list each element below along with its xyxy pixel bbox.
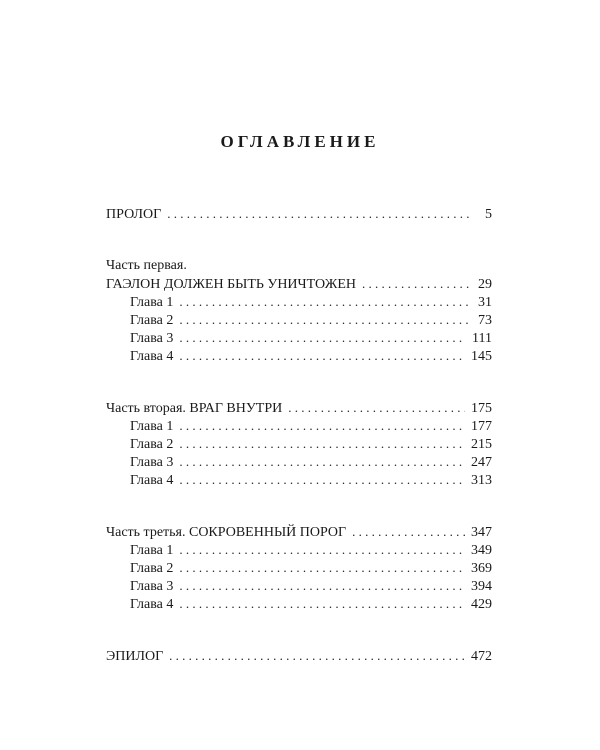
entry-label: Глава 3: [130, 455, 174, 470]
dot-leader: [179, 292, 472, 312]
toc-entry-chapter: [130, 540, 492, 560]
entry-label: Глава 2: [130, 437, 174, 452]
entry-page: 31: [478, 295, 492, 310]
entry-page: 247: [471, 455, 492, 470]
toc-entry-part1: [106, 274, 492, 294]
entry-page: 73: [478, 313, 492, 328]
entry-label: Часть вторая. ВРАГ ВНУТРИ: [106, 401, 283, 416]
entry-label: Глава 2: [130, 561, 174, 576]
entry-label: Глава 2: [130, 313, 174, 328]
entry-label: Глава 4: [130, 349, 174, 364]
entry-page: 145: [471, 349, 492, 364]
dot-leader: [179, 310, 472, 330]
entry-label: ЭПИЛОГ: [106, 649, 164, 664]
dot-leader: [179, 576, 465, 596]
toc-entry-chapter: [130, 310, 492, 330]
toc-entry-chapter: [130, 292, 492, 312]
toc-entry-chapter: [130, 346, 492, 366]
toc-entry-chapter: [130, 452, 492, 472]
toc-entry-chapter: [130, 558, 492, 578]
dot-leader: [169, 646, 465, 666]
dot-leader: [167, 204, 472, 224]
dot-leader: [179, 470, 465, 490]
dot-leader: [179, 346, 465, 366]
toc-entry-part2: [106, 398, 492, 418]
entry-label: Часть третья. СОКРОВЕННЫЙ ПОРОГ: [106, 525, 347, 540]
entry-page: 429: [471, 597, 492, 612]
dot-leader: [288, 398, 465, 418]
toc-entry-part3: [106, 522, 492, 542]
entry-label: Глава 4: [130, 597, 174, 612]
dot-leader: [362, 274, 472, 294]
part-heading: Часть первая.: [106, 258, 187, 273]
dot-leader: [179, 434, 465, 454]
entry-page: 177: [471, 419, 492, 434]
dot-leader: [179, 328, 466, 348]
entry-page: 215: [471, 437, 492, 452]
entry-label: Глава 1: [130, 419, 174, 434]
entry-label: Глава 1: [130, 295, 174, 310]
toc-entry-prologue: [106, 204, 492, 224]
entry-page: 111: [472, 331, 492, 346]
toc-entry-epilogue: [106, 646, 492, 666]
dot-leader: [179, 594, 465, 614]
page-title: ОГЛАВЛЕНИЕ: [220, 132, 380, 151]
entry-label: Глава 4: [130, 473, 174, 488]
toc-entry-chapter: [130, 594, 492, 614]
entry-page: 5: [485, 207, 492, 222]
toc-entry-chapter: [130, 576, 492, 596]
toc-entry-chapter: [130, 434, 492, 454]
entry-label: Глава 1: [130, 543, 174, 558]
dot-leader: [352, 522, 465, 542]
entry-label: Глава 3: [130, 331, 174, 346]
toc-entry-chapter: [130, 328, 492, 348]
entry-page: 369: [471, 561, 492, 576]
entry-page: 313: [471, 473, 492, 488]
dot-leader: [179, 540, 465, 560]
dot-leader: [179, 558, 465, 578]
dot-leader: [179, 452, 465, 472]
entry-page: 29: [478, 277, 492, 292]
toc-entry-chapter: [130, 416, 492, 436]
entry-page: 349: [471, 543, 492, 558]
entry-label: ГАЭЛОН ДОЛЖЕН БЫТЬ УНИЧТОЖЕН: [106, 277, 356, 292]
dot-leader: [179, 416, 465, 436]
entry-page: 394: [471, 579, 492, 594]
entry-label: Глава 3: [130, 579, 174, 594]
entry-label: ПРОЛОГ: [106, 207, 162, 222]
entry-page: 472: [471, 649, 492, 664]
entry-page: 347: [471, 525, 492, 540]
entry-page: 175: [471, 401, 492, 416]
toc-entry-chapter: [130, 470, 492, 490]
